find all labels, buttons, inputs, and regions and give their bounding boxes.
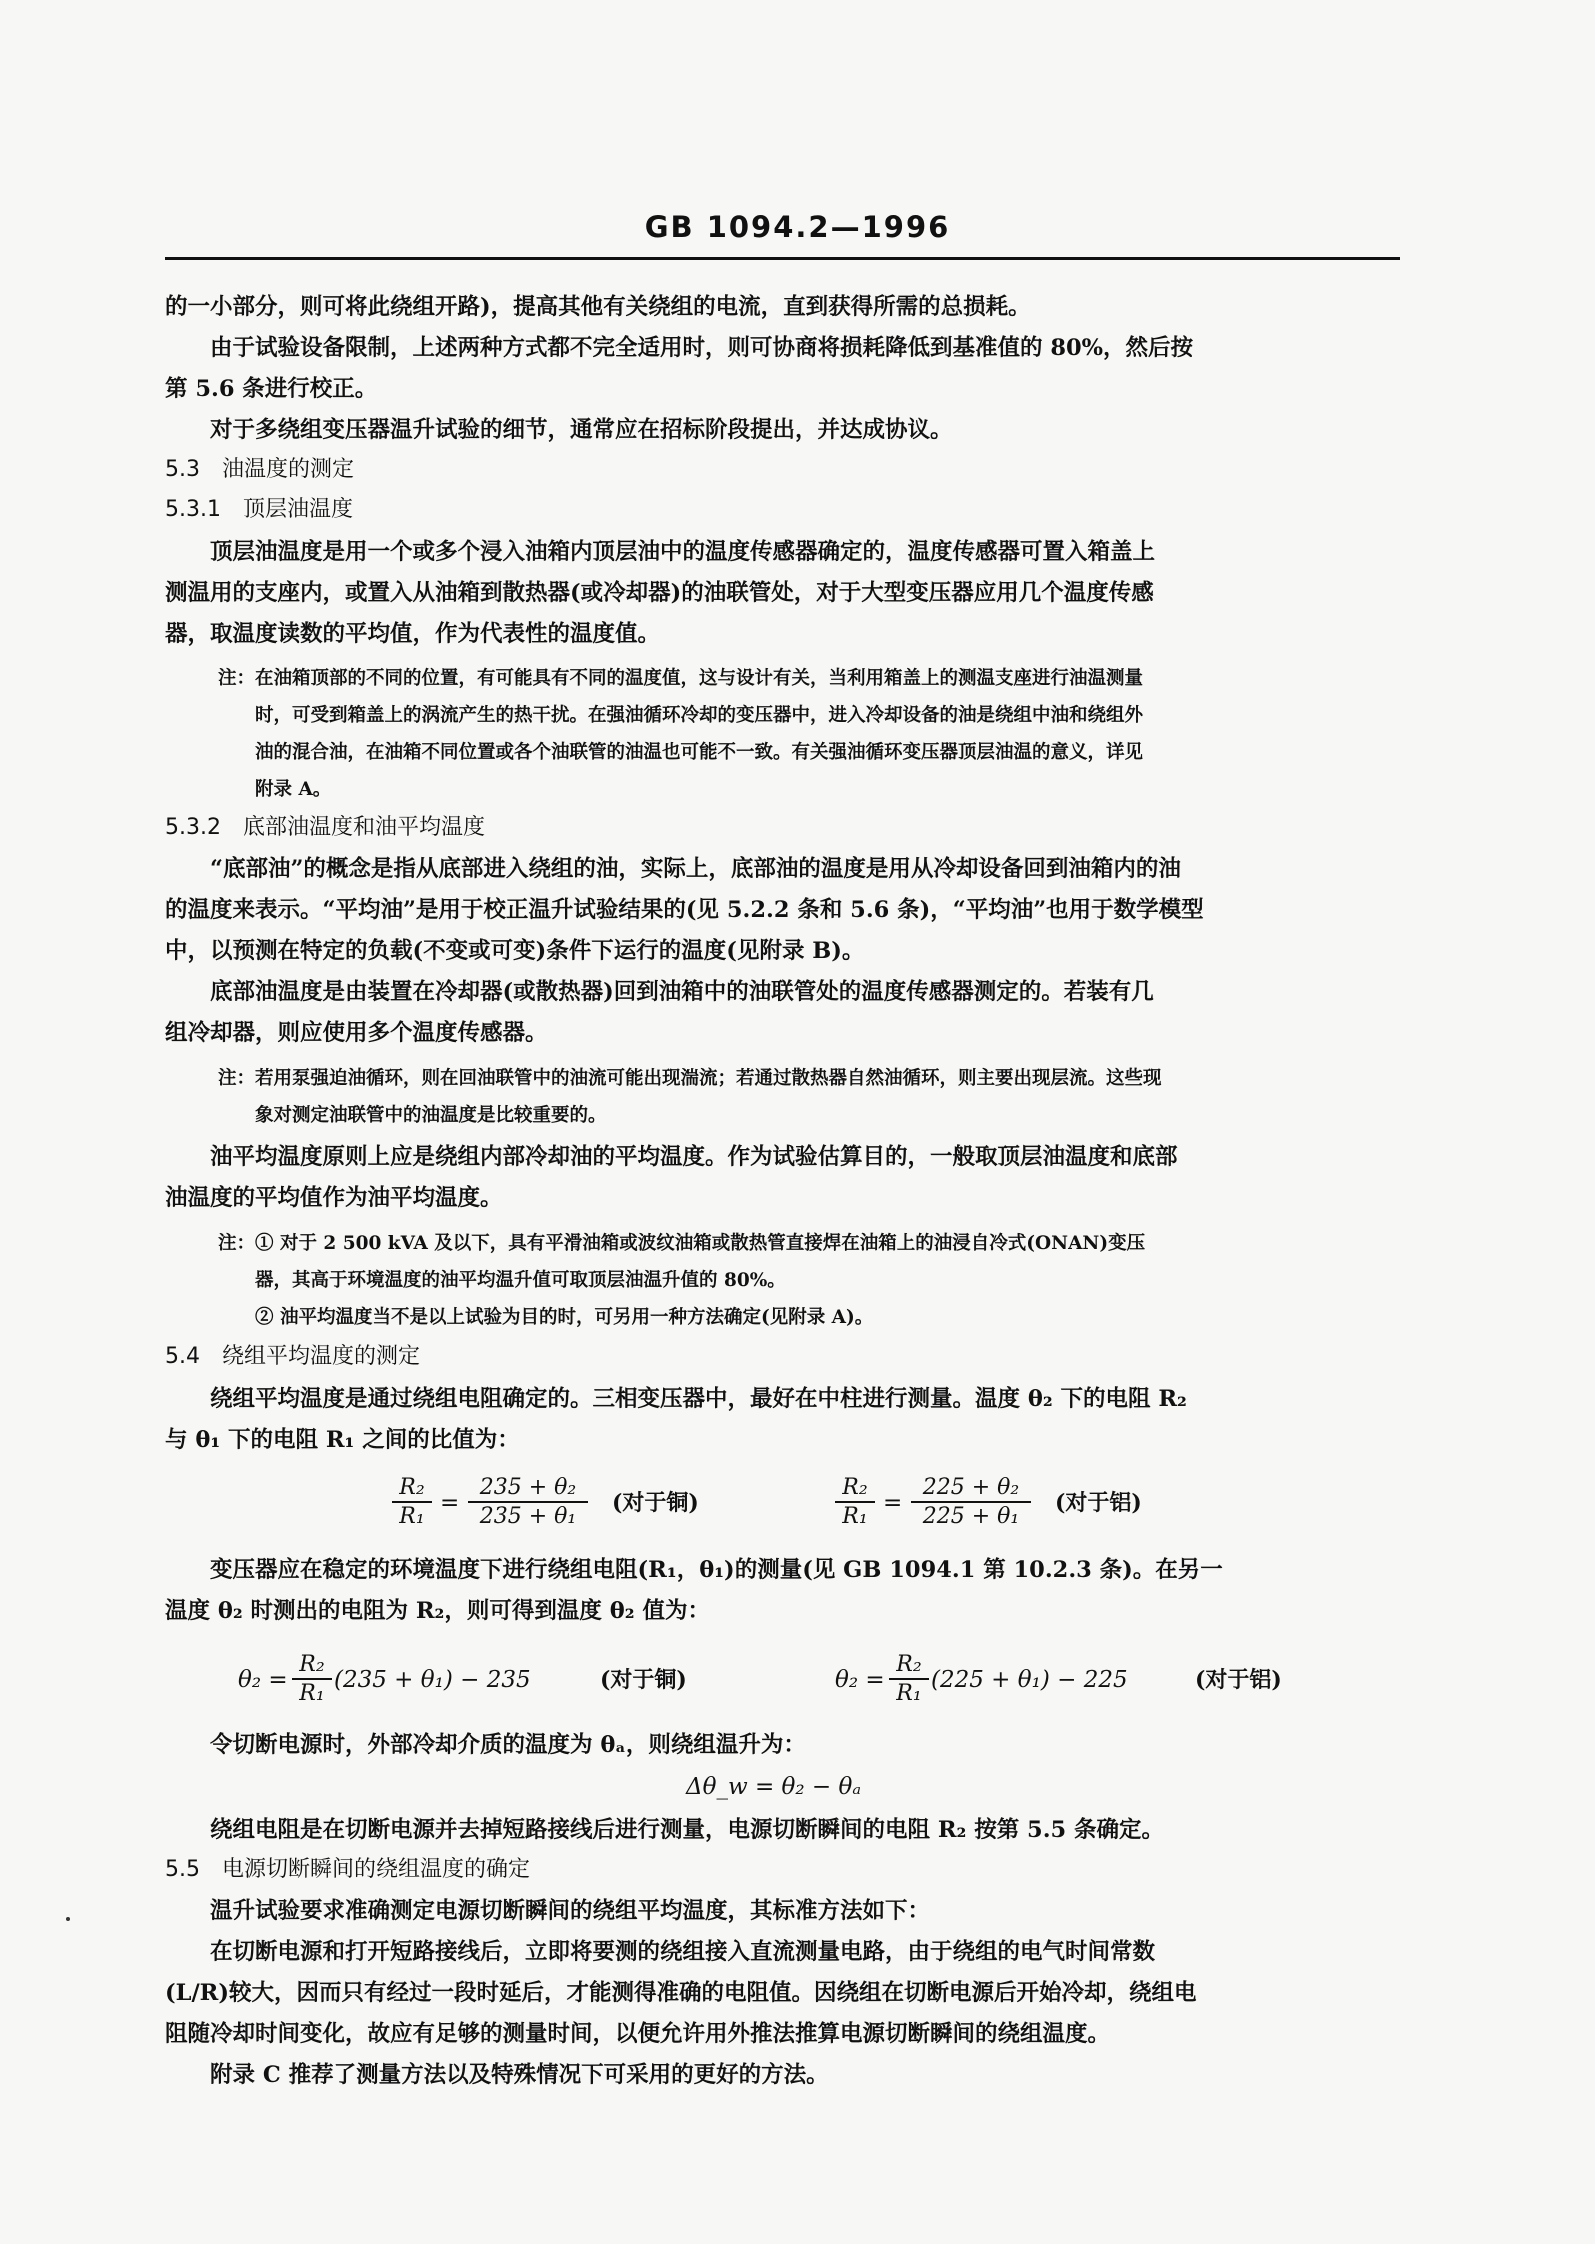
paragraph-line: 顶层油温度是用一个或多个浸入油箱内顶层油中的温度传感器确定的，温度传感器可置入箱盖上 xyxy=(210,539,1156,565)
section-heading: 5.4 绕组平均温度的测定 xyxy=(165,1344,420,1369)
page-header: GB 1094.2—1996 xyxy=(644,210,951,244)
fraction-numerator: R₂ xyxy=(896,1652,922,1677)
note-line: 油的混合油，在油箱不同位置或各个油联管的油温也可能不一致。有关强油循环变压器顶层油温的意义，详见 xyxy=(255,742,1144,763)
paragraph-line: 测温用的支座内，或置入从油箱到散热器(或冷却器)的油联管处，对于大型变压器应用几个温度传感 xyxy=(165,580,1154,606)
temperature-rise-equation: Δθ_w = θ₂ − θₐ xyxy=(686,1774,861,1800)
paragraph-line: 与 θ₁ 下的电阻 R₁ 之间的比值为： xyxy=(165,1427,520,1453)
paragraph-line: 对于多绕组变压器温升试验的细节，通常应在招标阶段提出，并达成协议。 xyxy=(210,417,953,443)
paragraph-line: 阻随冷却时间变化，故应有足够的测量时间，以便允许用外推法推算电源切断瞬间的绕组温度。 xyxy=(165,2021,1111,2047)
paragraph-line: 的温度来表示。“平均油”是用于校正温升试验结果的(见 5.2.2 条和 5.6 条)，“平均油”也用于数学模型 xyxy=(165,897,1204,923)
equals-sign: = xyxy=(440,1490,460,1516)
paragraph-line: 底部油温度是由装置在冷却器(或散热器)回到油箱中的油联管处的温度传感器测定的。若装有几 xyxy=(210,979,1154,1005)
theta2-copper-fraction xyxy=(292,1651,332,1707)
paragraph-line: 绕组电阻是在切断电源并去掉短路接线后进行测量，电源切断瞬间的电阻 R₂ 按第 5.5 条确定。 xyxy=(210,1817,1165,1843)
section-heading: 5.3.2 底部油温度和油平均温度 xyxy=(165,815,485,840)
paragraph-line: 的一小部分，则可将此绕组开路)，提高其他有关绕组的电流，直到获得所需的总损耗。 xyxy=(165,294,1031,320)
fraction-numerator: 235 + θ₂ xyxy=(479,1475,577,1500)
fraction-denominator: 235 + θ₁ xyxy=(468,1501,588,1530)
paragraph-line: 令切断电源时，外部冷却介质的温度为 θₐ，则绕组温升为： xyxy=(210,1732,806,1758)
theta2-copper-rest: (235 + θ₁) − 235 xyxy=(334,1667,531,1693)
paragraph-line: 第 5.6 条进行校正。 xyxy=(165,376,378,402)
fraction-numerator: R₂ xyxy=(299,1652,325,1677)
paragraph-line: 变压器应在稳定的环境温度下进行绕组电阻(R₁，θ₁)的测量(见 GB 1094.1 第 10.2.3 条)。在另一 xyxy=(210,1557,1223,1583)
copper-label: (对于铜) xyxy=(600,1667,687,1693)
aluminum-label: (对于铝) xyxy=(1055,1490,1142,1516)
note-line: 注：若用泵强迫油循环，则在回油联管中的油流可能出现湍流；若通过散热器自然油循环，则主要出现层流。这些现 xyxy=(218,1068,1162,1089)
paragraph-line: 组冷却器，则应使用多个温度传感器。 xyxy=(165,1020,548,1046)
scan-speck xyxy=(66,1917,70,1921)
paragraph-line: (L/R)较大，因而只有经过一段时延后，才能测得准确的电阻值。因绕组在切断电源后开始冷却，绕组电 xyxy=(165,1980,1197,2006)
ratio-lhs-fraction xyxy=(392,1474,432,1530)
section-heading: 5.3 油温度的测定 xyxy=(165,457,354,482)
ratio-aluminum-fraction xyxy=(911,1474,1031,1530)
note-line: 器，其高于环境温度的油平均温升值可取顶层油温升值的 80%。 xyxy=(255,1270,786,1291)
fraction-numerator: R₂ xyxy=(399,1475,425,1500)
paragraph-line: 由于试验设备限制，上述两种方式都不完全适用时，则可协商将损耗降低到基准值的 80%，然后按 xyxy=(210,335,1194,361)
paragraph-line: 温度 θ₂ 时测出的电阻为 R₂，则可得到温度 θ₂ 值为： xyxy=(165,1598,710,1624)
paragraph-line: 附录 C 推荐了测量方法以及特殊情况下可采用的更好的方法。 xyxy=(210,2062,829,2088)
note-line: 注：① 对于 2 500 kVA 及以下，具有平滑油箱或波纹油箱或散热管直接焊在油箱上的油浸自冷式(ONAN)变压 xyxy=(218,1233,1146,1254)
fraction-denominator: R₁ xyxy=(889,1678,929,1707)
fraction-denominator: 225 + θ₁ xyxy=(911,1501,1031,1530)
paragraph-line: 油平均温度原则上应是绕组内部冷却油的平均温度。作为试验估算目的，一般取顶层油温度和底部 xyxy=(210,1144,1178,1170)
theta2-aluminum-rest: (225 + θ₁) − 225 xyxy=(931,1667,1128,1693)
copper-label: (对于铜) xyxy=(612,1490,699,1516)
note-line: 附录 A。 xyxy=(255,779,332,800)
equals-sign: = xyxy=(883,1490,903,1516)
paragraph-line: 器，取温度读数的平均值，作为代表性的温度值。 xyxy=(165,621,661,647)
header-rule xyxy=(165,257,1400,260)
paragraph-line: “底部油”的概念是指从底部进入绕组的油，实际上，底部油的温度是用从冷却设备回到油箱内的油 xyxy=(210,856,1181,882)
fraction-numerator: R₂ xyxy=(842,1475,868,1500)
section-heading: 5.5 电源切断瞬间的绕组温度的确定 xyxy=(165,1857,530,1882)
note-line: 注：在油箱顶部的不同的位置，有可能具有不同的温度值，这与设计有关，当利用箱盖上的测温支座进行油温测量 xyxy=(218,668,1144,689)
paragraph-line: 在切断电源和打开短路接线后，立即将要测的绕组接入直流测量电路，由于绕组的电气时间常数 xyxy=(210,1939,1156,1965)
paragraph-line: 绕组平均温度是通过绕组电阻确定的。三相变压器中，最好在中柱进行测量。温度 θ₂ 下的电阻 R₂ xyxy=(210,1386,1187,1412)
fraction-denominator: R₁ xyxy=(292,1678,332,1707)
note-line: 时，可受到箱盖上的涡流产生的热干扰。在强油循环冷却的变压器中，进入冷却设备的油是绕组中油和绕组外 xyxy=(255,705,1144,726)
section-heading: 5.3.1 顶层油温度 xyxy=(165,497,353,522)
paragraph-line: 中，以预测在特定的负载(不变或可变)条件下运行的温度(见附录 B)。 xyxy=(165,938,865,964)
theta2-lhs: θ₂ = xyxy=(835,1667,885,1693)
ratio-copper-fraction xyxy=(468,1474,588,1530)
paragraph-line: 温升试验要求准确测定电源切断瞬间的绕组平均温度，其标准方法如下： xyxy=(210,1898,931,1924)
theta2-lhs: θ₂ = xyxy=(238,1667,288,1693)
aluminum-label: (对于铝) xyxy=(1195,1667,1282,1693)
theta2-aluminum-fraction xyxy=(889,1651,929,1707)
fraction-denominator: R₁ xyxy=(835,1501,875,1530)
ratio-lhs-fraction xyxy=(835,1474,875,1530)
note-line: 象对测定油联管中的油温度是比较重要的。 xyxy=(255,1105,607,1126)
note-line: ② 油平均温度当不是以上试验为目的时，可另用一种方法确定(见附录 A)。 xyxy=(255,1307,874,1328)
fraction-denominator: R₁ xyxy=(392,1501,432,1530)
fraction-numerator: 225 + θ₂ xyxy=(922,1475,1020,1500)
paragraph-line: 油温度的平均值作为油平均温度。 xyxy=(165,1185,503,1211)
